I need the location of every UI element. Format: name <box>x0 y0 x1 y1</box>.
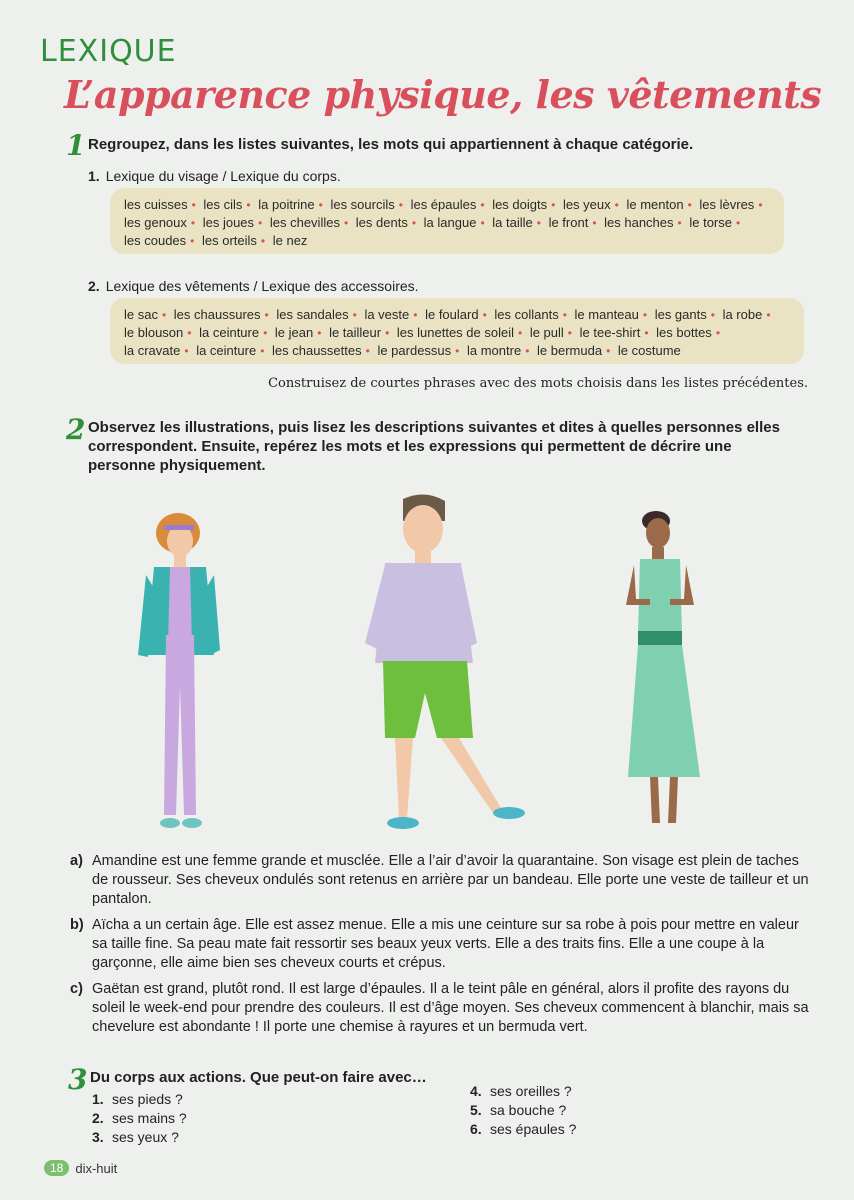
part-1-number: 1. <box>88 168 100 184</box>
exercise-1-part-2 <box>88 278 419 294</box>
word-item: la poitrine <box>258 197 315 212</box>
illustration-amandine <box>130 505 240 845</box>
word-item: la cravate <box>124 343 181 358</box>
exercise-1-number: 1 <box>66 129 86 162</box>
bullet-separator: • <box>398 198 403 212</box>
bullet-separator: • <box>480 198 485 212</box>
bullet-separator: • <box>184 344 189 358</box>
word-item: les cils <box>203 197 243 212</box>
page-number: 18 <box>44 1160 69 1176</box>
bullet-separator: • <box>482 308 487 322</box>
page-title: L’apparence physique, les vêtements <box>64 72 822 117</box>
bullet-separator: • <box>385 326 390 340</box>
exercise-1-followup: Construisez de courtes phrases avec des mots choisis dans les listes précédentes. <box>268 376 808 391</box>
bullet-separator: • <box>758 198 763 212</box>
bullet-separator: • <box>518 326 523 340</box>
exercise-1-part-1 <box>88 168 341 184</box>
word-item: le jean <box>274 325 314 340</box>
word-item: le costume <box>617 343 681 358</box>
word-item: les joues <box>202 215 255 230</box>
word-item: les coudes <box>124 233 187 248</box>
description-c-text: Gaëtan est grand, plutôt rond. Il est large d’épaules. Il a le teint pâle en général, alors il profite des rayons du soleil le week-end pour prendre des couleurs. Il est d’âge moyen. Ses cheveux commencent à blanchir, mais sa chevelure est abondante ! Il porte une chemise à rayures et un bermuda vert. <box>92 981 809 1035</box>
word-item: le menton <box>626 197 684 212</box>
word-item: les lunettes de soleil <box>396 325 514 340</box>
word-box-clothing <box>110 298 804 364</box>
bullet-separator: • <box>260 344 265 358</box>
description-a-label: a) <box>70 853 83 869</box>
bullet-separator: • <box>687 198 692 212</box>
word-item: les lèvres <box>699 197 755 212</box>
description-b <box>70 916 817 973</box>
part-1-label: Lexique du visage / Lexique du corps. <box>105 168 341 184</box>
word-item: le front <box>548 215 589 230</box>
bullet-separator: • <box>264 308 269 322</box>
bullet-separator: • <box>766 308 771 322</box>
word-item: les cuisses <box>124 197 188 212</box>
bullet-separator: • <box>614 198 619 212</box>
word-item: le torse <box>689 215 732 230</box>
word-item: le tee-shirt <box>579 325 641 340</box>
bullet-separator: • <box>263 326 268 340</box>
list-item: 5. sa bouche ? <box>470 1102 567 1118</box>
bullet-separator: • <box>190 234 195 248</box>
bullet-separator: • <box>455 344 460 358</box>
word-item: le foulard <box>425 307 479 322</box>
bullet-separator: • <box>736 216 741 230</box>
list-item: 6. ses épaules ? <box>470 1121 577 1137</box>
bullet-separator: • <box>710 308 715 322</box>
bullet-separator: • <box>258 216 263 230</box>
list-item: 1. ses pieds ? <box>92 1091 183 1107</box>
word-box-body <box>110 188 784 254</box>
bullet-separator: • <box>317 326 322 340</box>
bullet-separator: • <box>246 198 251 212</box>
word-item: les chaussures <box>173 307 261 322</box>
word-item: les dents <box>355 215 408 230</box>
bullet-separator: • <box>365 344 370 358</box>
description-a-text: Amandine est une femme grande et musclée. Elle a l’air d’avoir la quarantaine. Son visage est plein de taches de rousseur. Ses cheveux ondulés sont retenus en arrière par un bandeau. Elle porte une veste de tailleur et un pantalon. <box>92 853 809 907</box>
bullet-separator: • <box>343 216 349 230</box>
word-item: le blouson <box>124 325 184 340</box>
exercise-3-list-left <box>92 1090 187 1147</box>
bullet-separator: • <box>567 326 572 340</box>
bullet-separator: • <box>644 326 649 340</box>
word-item: les yeux <box>562 197 611 212</box>
word-item: la ceinture <box>199 325 260 340</box>
bullet-separator: • <box>352 308 357 322</box>
exercise-1-instruction: Regroupez, dans les listes suivantes, les mots qui appartiennent à chaque catégorie. <box>88 136 694 153</box>
bullet-separator: • <box>318 198 323 212</box>
word-item: le pardessus <box>377 343 452 358</box>
bullet-separator: • <box>606 344 611 358</box>
word-item: les doigts <box>492 197 548 212</box>
word-item: les chaussettes <box>272 343 362 358</box>
exercise-2-number: 2 <box>66 413 86 446</box>
description-c <box>70 980 817 1037</box>
word-item: la montre <box>467 343 522 358</box>
word-item: la langue <box>423 215 477 230</box>
bullet-separator: • <box>161 308 167 322</box>
bullet-separator: • <box>677 216 682 230</box>
exercise-3-instruction: Du corps aux actions. Que peut-on faire avec… <box>90 1069 427 1086</box>
word-item: la veste <box>364 307 410 322</box>
bullet-separator: • <box>551 198 556 212</box>
bullet-separator: • <box>260 234 266 248</box>
word-item: la ceinture <box>196 343 257 358</box>
bullet-separator: • <box>536 216 541 230</box>
description-b-label: b) <box>70 917 84 933</box>
bullet-separator: • <box>191 198 196 212</box>
word-item: la taille <box>492 215 533 230</box>
description-c-label: c) <box>70 981 83 997</box>
word-item: la robe <box>722 307 763 322</box>
word-item: les gants <box>654 307 707 322</box>
page-footer <box>44 1160 117 1176</box>
word-item: le manteau <box>574 307 639 322</box>
bullet-separator: • <box>190 216 196 230</box>
exercise-3-number: 3 <box>68 1063 88 1096</box>
bullet-separator: • <box>592 216 597 230</box>
list-item: 3. ses yeux ? <box>92 1129 179 1145</box>
bullet-separator: • <box>413 308 418 322</box>
illustration-gaetan <box>355 493 530 838</box>
exercise-2-instruction: Observez les illustrations, puis lisez les descriptions suivantes et dites à quelles personnes elles correspondent. Ensuite, repérez les mots et les expressions qui permettent de décrire une personne physiquement. <box>88 419 780 474</box>
part-2-number: 2. <box>88 278 100 294</box>
word-item: le nez <box>272 233 308 248</box>
word-item: les bottes <box>656 325 712 340</box>
bullet-separator: • <box>411 216 417 230</box>
word-item: le bermuda <box>537 343 603 358</box>
section-label: LEXIQUE <box>40 34 177 69</box>
part-2-label: Lexique des vêtements / Lexique des accessoires. <box>105 278 419 294</box>
page-word: dix-huit <box>75 1160 118 1176</box>
list-item: 2. ses mains ? <box>92 1110 187 1126</box>
word-item: les collants <box>494 307 559 322</box>
word-item: les sourcils <box>330 197 395 212</box>
bullet-separator: • <box>642 308 648 322</box>
word-item: les genoux <box>124 215 187 230</box>
description-a <box>70 852 817 909</box>
word-item: le sac <box>124 307 158 322</box>
word-item: les orteils <box>201 233 257 248</box>
bullet-separator: • <box>525 344 530 358</box>
list-item: 4. ses oreilles ? <box>470 1083 572 1099</box>
exercise-3-list-right <box>470 1082 576 1139</box>
bullet-separator: • <box>480 216 485 230</box>
bullet-separator: • <box>562 308 567 322</box>
word-item: le pull <box>529 325 564 340</box>
bullet-separator: • <box>715 326 721 340</box>
word-item: les hanches <box>604 215 674 230</box>
bullet-separator: • <box>187 326 192 340</box>
word-item: les sandales <box>276 307 349 322</box>
description-b-text: Aïcha a un certain âge. Elle est assez menue. Elle a mis une ceinture sur sa robe à pois pour mettre en valeur sa taille fine. Sa peau mate fait ressortir ses beaux yeux verts. Elle a des traits fins. Elle a une coupe à la garçonne, elle aime bien ses cheveux courts et crépus. <box>92 917 799 971</box>
word-item: les chevilles <box>269 215 340 230</box>
word-item: le tailleur <box>329 325 382 340</box>
illustration-aicha <box>620 505 710 830</box>
word-item: les épaules <box>410 197 477 212</box>
